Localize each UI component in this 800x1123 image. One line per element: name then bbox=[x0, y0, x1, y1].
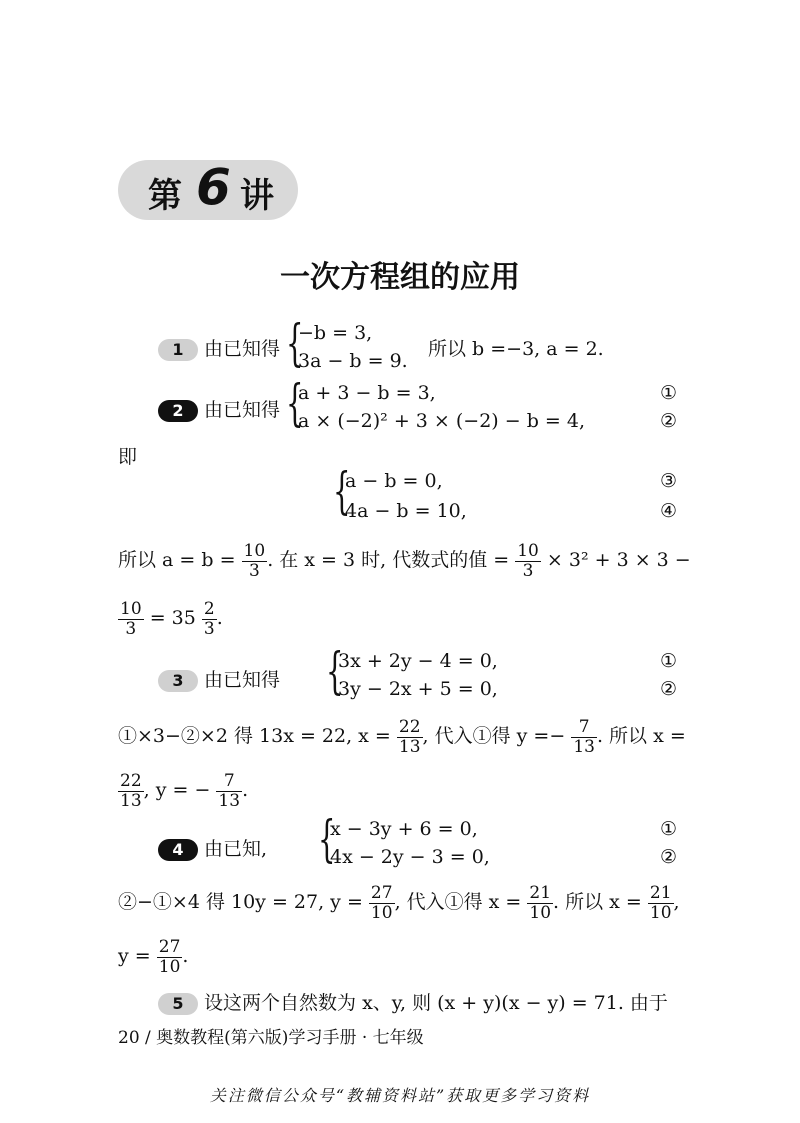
p2-eq4: 4a − b = 10, bbox=[345, 500, 467, 522]
problem-5-lead: 5 设这两个自然数为 x、y, 则 (x + y)(x − y) = 71. 由于 bbox=[158, 988, 668, 1015]
problem-3-badge: 3 bbox=[158, 670, 198, 692]
brace: { bbox=[286, 314, 304, 372]
p1-result: 所以 b =−3, a = 2. bbox=[428, 338, 604, 360]
p2-eq1: a + 3 − b = 3, bbox=[298, 382, 436, 404]
marker-2: ② bbox=[660, 410, 678, 432]
chapter-suffix: 讲 bbox=[240, 176, 274, 216]
chapter-prefix: 第 bbox=[148, 176, 182, 216]
p1-eq1: −b = 3, bbox=[298, 322, 373, 344]
p2-ji: 即 bbox=[118, 446, 138, 468]
page-title: 一次方程组的应用 bbox=[280, 260, 520, 295]
book-title: / 奥数教程(第六版)学习手册 · 七年级 bbox=[145, 1028, 424, 1048]
marker-3: ③ bbox=[660, 470, 678, 492]
page-footer bbox=[118, 1023, 424, 1048]
p4-result-line1: ②−①×4 得 10y = 27, y = $\frac{27}{10}$ , 代入①得 x = $\frac{21}{10}$ . 所以 x = $\frac{21}{10}$ , bbox=[118, 883, 680, 923]
marker-4: ④ bbox=[660, 500, 678, 522]
problem-4-badge: 4 bbox=[158, 839, 198, 861]
page-number: 20 bbox=[118, 1028, 140, 1048]
p1-eq2: 3a − b = 9. bbox=[298, 350, 408, 372]
p2-result-line2: $\frac{10}{3}$ = 35 $\frac{2}{3}$ . bbox=[120, 599, 223, 639]
marker-2: ② bbox=[660, 846, 678, 868]
p3-result-line2: $\frac{22}{13}$ , y = − $\frac{7}{13}$ . bbox=[120, 771, 249, 811]
problem-1-badge: 1 bbox=[158, 339, 198, 361]
brace: { bbox=[286, 374, 304, 432]
problem-2-lead: 2 由已知得 bbox=[158, 395, 280, 422]
brace: { bbox=[333, 462, 351, 520]
watermark-note: 关注微信公众号“教辅资料站”获取更多学习资料 bbox=[209, 1086, 591, 1105]
marker-1: ① bbox=[660, 818, 678, 840]
problem-5-badge: 5 bbox=[158, 993, 198, 1015]
brace: { bbox=[318, 810, 336, 868]
p3-result-line1: ①×3−②×2 得 13x = 22, x = $\frac{22}{13}$ , 代入①得 y =− $\frac{7}{13}$ . 所以 x = bbox=[118, 717, 686, 757]
brace: { bbox=[326, 642, 344, 700]
p3-eq1: 3x + 2y − 4 = 0, bbox=[338, 650, 498, 672]
p4-eq2: 4x − 2y − 3 = 0, bbox=[330, 846, 490, 868]
marker-2: ② bbox=[660, 678, 678, 700]
p3-eq2: 3y − 2x + 5 = 0, bbox=[338, 678, 498, 700]
problem-4-lead: 4 由已知, bbox=[158, 834, 267, 861]
p2-eq3: a − b = 0, bbox=[345, 470, 443, 492]
problem-3-lead: 3 由已知得 bbox=[158, 665, 280, 692]
chapter-number: 6 bbox=[196, 158, 231, 216]
p4-result-line2: y = $\frac{27}{10}$ . bbox=[118, 937, 189, 977]
problem-2-badge: 2 bbox=[158, 400, 198, 422]
p4-eq1: x − 3y + 6 = 0, bbox=[330, 818, 478, 840]
marker-1: ① bbox=[660, 382, 678, 404]
p2-result-line1: 所以 a = b = $\frac{10}{3}$ . 在 x = 3 时, 代数式的值 = $\frac{10}{3}$ × 3² + 3 × 3 − bbox=[118, 541, 691, 581]
problem-1-lead: 1 由已知得 bbox=[158, 334, 280, 361]
marker-1: ① bbox=[660, 650, 678, 672]
p2-eq2: a × (−2)² + 3 × (−2) − b = 4, bbox=[298, 410, 585, 432]
